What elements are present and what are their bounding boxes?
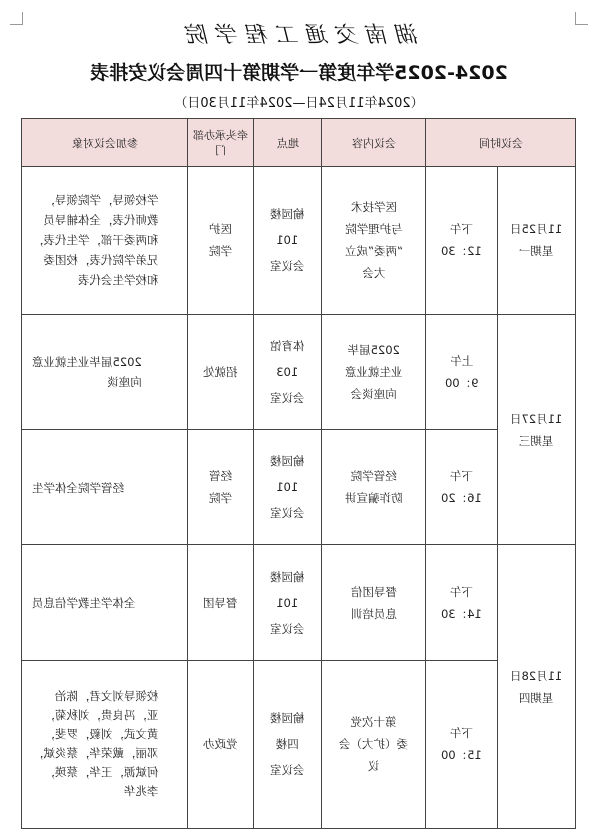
attendees-cell: 学校领导，学院领导， 教师代表，全体辅导员 和两委干部，学生代表， 兄弟学院代表，校团委 和校学生会代表 <box>22 167 188 315</box>
location-cell: 体育馆 103 会议室 <box>254 314 322 429</box>
dept-cell: 督导团 <box>188 545 254 660</box>
time-cell: 上午 9：00 <box>426 314 498 429</box>
date-cell: 11月25日 星期一 <box>498 167 576 315</box>
location-cell: 榆园楼 四楼 会议室 <box>254 660 322 828</box>
attendees-cell: 经管学院全体学生 <box>22 430 188 545</box>
table-row <box>22 660 576 828</box>
dept-cell: 党政办 <box>188 660 254 828</box>
table-row <box>22 167 576 315</box>
dept-cell: 招就处 <box>188 314 254 429</box>
dept-cell: 经管 学院 <box>188 430 254 545</box>
table-row <box>22 545 576 660</box>
content-cell: 医学技术 与护理学院 “两委”成立 大会 <box>322 167 426 315</box>
date-range: （2024年11月24日—2024年11月30日） <box>174 96 424 111</box>
time-cell: 下午 12：30 <box>426 167 498 315</box>
attendees-cell: 全体学生教学信息员 <box>22 545 188 660</box>
column-header-time: 会议时间 <box>426 119 576 167</box>
date-cell: 11月27日 星期三 <box>498 314 576 545</box>
content-cell: 督导团信 息员培训 <box>322 545 426 660</box>
location-cell: 榆园楼 101 会议室 <box>254 430 322 545</box>
column-header-content: 会议内容 <box>322 119 426 167</box>
content-cell: 第十次党 委（扩大）会 议 <box>322 660 426 828</box>
column-header-location: 地点 <box>254 119 322 167</box>
organization-name: 湖南交通工程学院 <box>179 23 420 48</box>
location-cell: 榆园楼 101 会议室 <box>254 167 322 315</box>
meeting-schedule-table <box>21 118 576 829</box>
column-header-attendees: 参加会议对象 <box>22 119 188 167</box>
date-cell: 11月28日 星期四 <box>498 545 576 829</box>
attendees-cell: 2025届毕业生就业意 向座谈 <box>22 314 188 429</box>
dept-cell: 医护 学院 <box>188 167 254 315</box>
table-row <box>22 314 576 429</box>
time-cell: 下午 14：30 <box>426 545 498 660</box>
content-cell: 2025届毕 业生就业意 向座谈会 <box>322 314 426 429</box>
location-cell: 榆园楼 101 会议室 <box>254 545 322 660</box>
attendees-cell: 校领导刘文君，陈治 亚，冯良贵，刘秋菊， 黄文武，刘毅，罗斐， 邓丽，戴荣华，蔡炎斌， 何斌源，王华，蔡瑛， 李兆华 <box>22 660 188 828</box>
time-cell: 下午 15：00 <box>426 660 498 828</box>
table-row <box>22 430 576 545</box>
column-header-dept: 牵头承办部门 <box>188 119 254 167</box>
time-cell: 下午 16：20 <box>426 430 498 545</box>
document-title: 2024-2025学年度第一学期第十四周会议安排表 <box>90 62 508 84</box>
table-header-row <box>22 119 576 167</box>
content-cell: 经管学院 防诈骗宣讲 <box>322 430 426 545</box>
